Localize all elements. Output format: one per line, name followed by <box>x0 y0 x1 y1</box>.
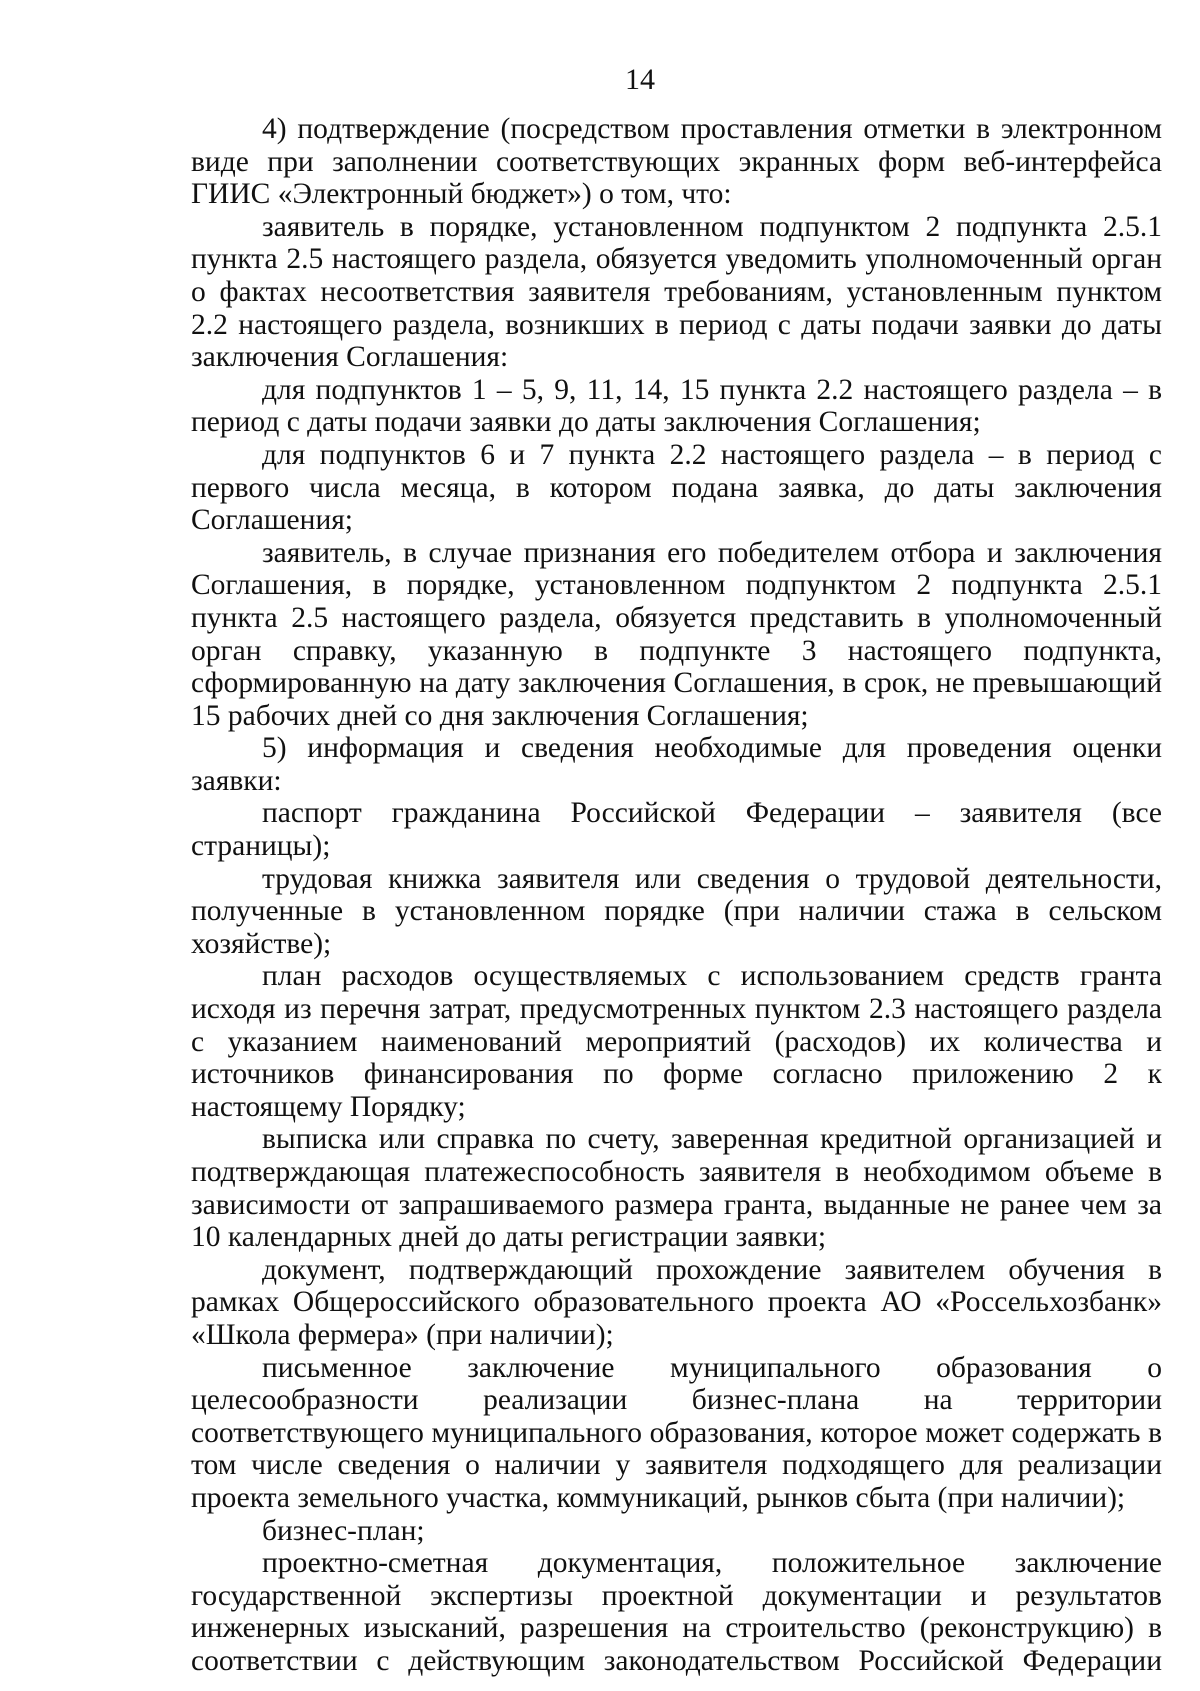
paragraph-subpoints-1-15: для подпунктов 1 – 5, 9, 11, 14, 15 пункта 2.2 настоящего раздела – в период с даты подачи заявки до даты заключения Соглашения; <box>191 373 1162 439</box>
paragraph-work-record: трудовая книжка заявителя или сведения о трудовой деятельности, полученные в установленном порядке (при наличии стажа в сельском хозяйстве); <box>191 862 1162 960</box>
paragraph-assessment-info: 5) информация и сведения необходимые для проведения оценки заявки: <box>191 732 1162 797</box>
paragraph-subpoints-6-7: для подпунктов 6 и 7 пункта 2.2 настоящего раздела – в период с первого числа месяца, в котором подана заявка, до даты заключения Соглашения; <box>191 438 1162 537</box>
paragraph-confirmation: 4) подтверждение (посредством проставления отметки в электронном виде при заполнении соответствующих экранных форм веб-интерфейса ГИИС «Электронный бюджет») о том, что: <box>191 113 1162 211</box>
page-number: 14 <box>625 63 655 96</box>
paragraph-bank-statement: выписка или справка по счету, заверенная кредитной организацией и подтверждающая платежеспособность заявителя в необходимом объеме в зависимости от запрашиваемого размера гранта, выданные не ранее чем за 10 календарных дней до даты регистрации заявки; <box>191 1123 1162 1254</box>
paragraph-winner-certificate: заявитель, в случае признания его победителем отбора и заключения Соглашения, в порядке, установленном подпунктом 2 подпункта 2.5.1 пункта 2.5 настоящего раздела, обязуется представить в уполномоченный орган справку, указанную в подпункте 3 настоящего подпункта, сформированную на дату заключения Соглашения, в срок, не превышающий 15 рабочих дней со дня заключения Соглашения; <box>191 536 1162 732</box>
document-body <box>191 113 1162 1678</box>
paragraph-business-plan: бизнес-план; <box>262 1514 425 1547</box>
paragraph-notify-obligation: заявитель в порядке, установленном подпунктом 2 подпункта 2.5.1 пункта 2.5 настоящего раздела, обязуется уведомить уполномоченный орган о фактах несоответствия заявителя требованиям, установленным пунктом 2.2 настоящего раздела, возникших в период с даты подачи заявки до даты заключения Соглашения: <box>191 210 1162 374</box>
paragraph-training-document: документ, подтверждающий прохождение заявителем обучения в рамках Общероссийского образовательного проекта АО «Россельхозбанк» «Школа фермера» (при наличии); <box>191 1253 1162 1351</box>
paragraph-expense-plan: план расходов осуществляемых с использованием средств гранта исходя из перечня затрат, предусмотренных пунктом 2.3 настоящего раздела с указанием наименований мероприятий (расходов) их количества и источников финансирования по форме согласно приложению 2 к настоящему Порядку; <box>191 960 1162 1123</box>
paragraph-design-documentation: проектно-сметная документация, положительное заключение государственной экспертизы проектной документации и результатов инженерных изысканий, разрешения на строительство (реконструкцию) в соответствии с действующим законодательством Российской Федерации <box>191 1547 1162 1677</box>
paragraph-passport: паспорт гражданина Российской Федерации – заявителя (все страницы); <box>191 797 1162 863</box>
paragraph-municipal-conclusion: письменное заключение муниципального образования о целесообразности реализации бизнес-плана на территории соответствующего муниципального образования, которое может содержать в том числе сведения о наличии у заявителя подходящего для реализации проекта земельного участка, коммуникаций, рынков сбыта (при наличии); <box>191 1351 1162 1514</box>
